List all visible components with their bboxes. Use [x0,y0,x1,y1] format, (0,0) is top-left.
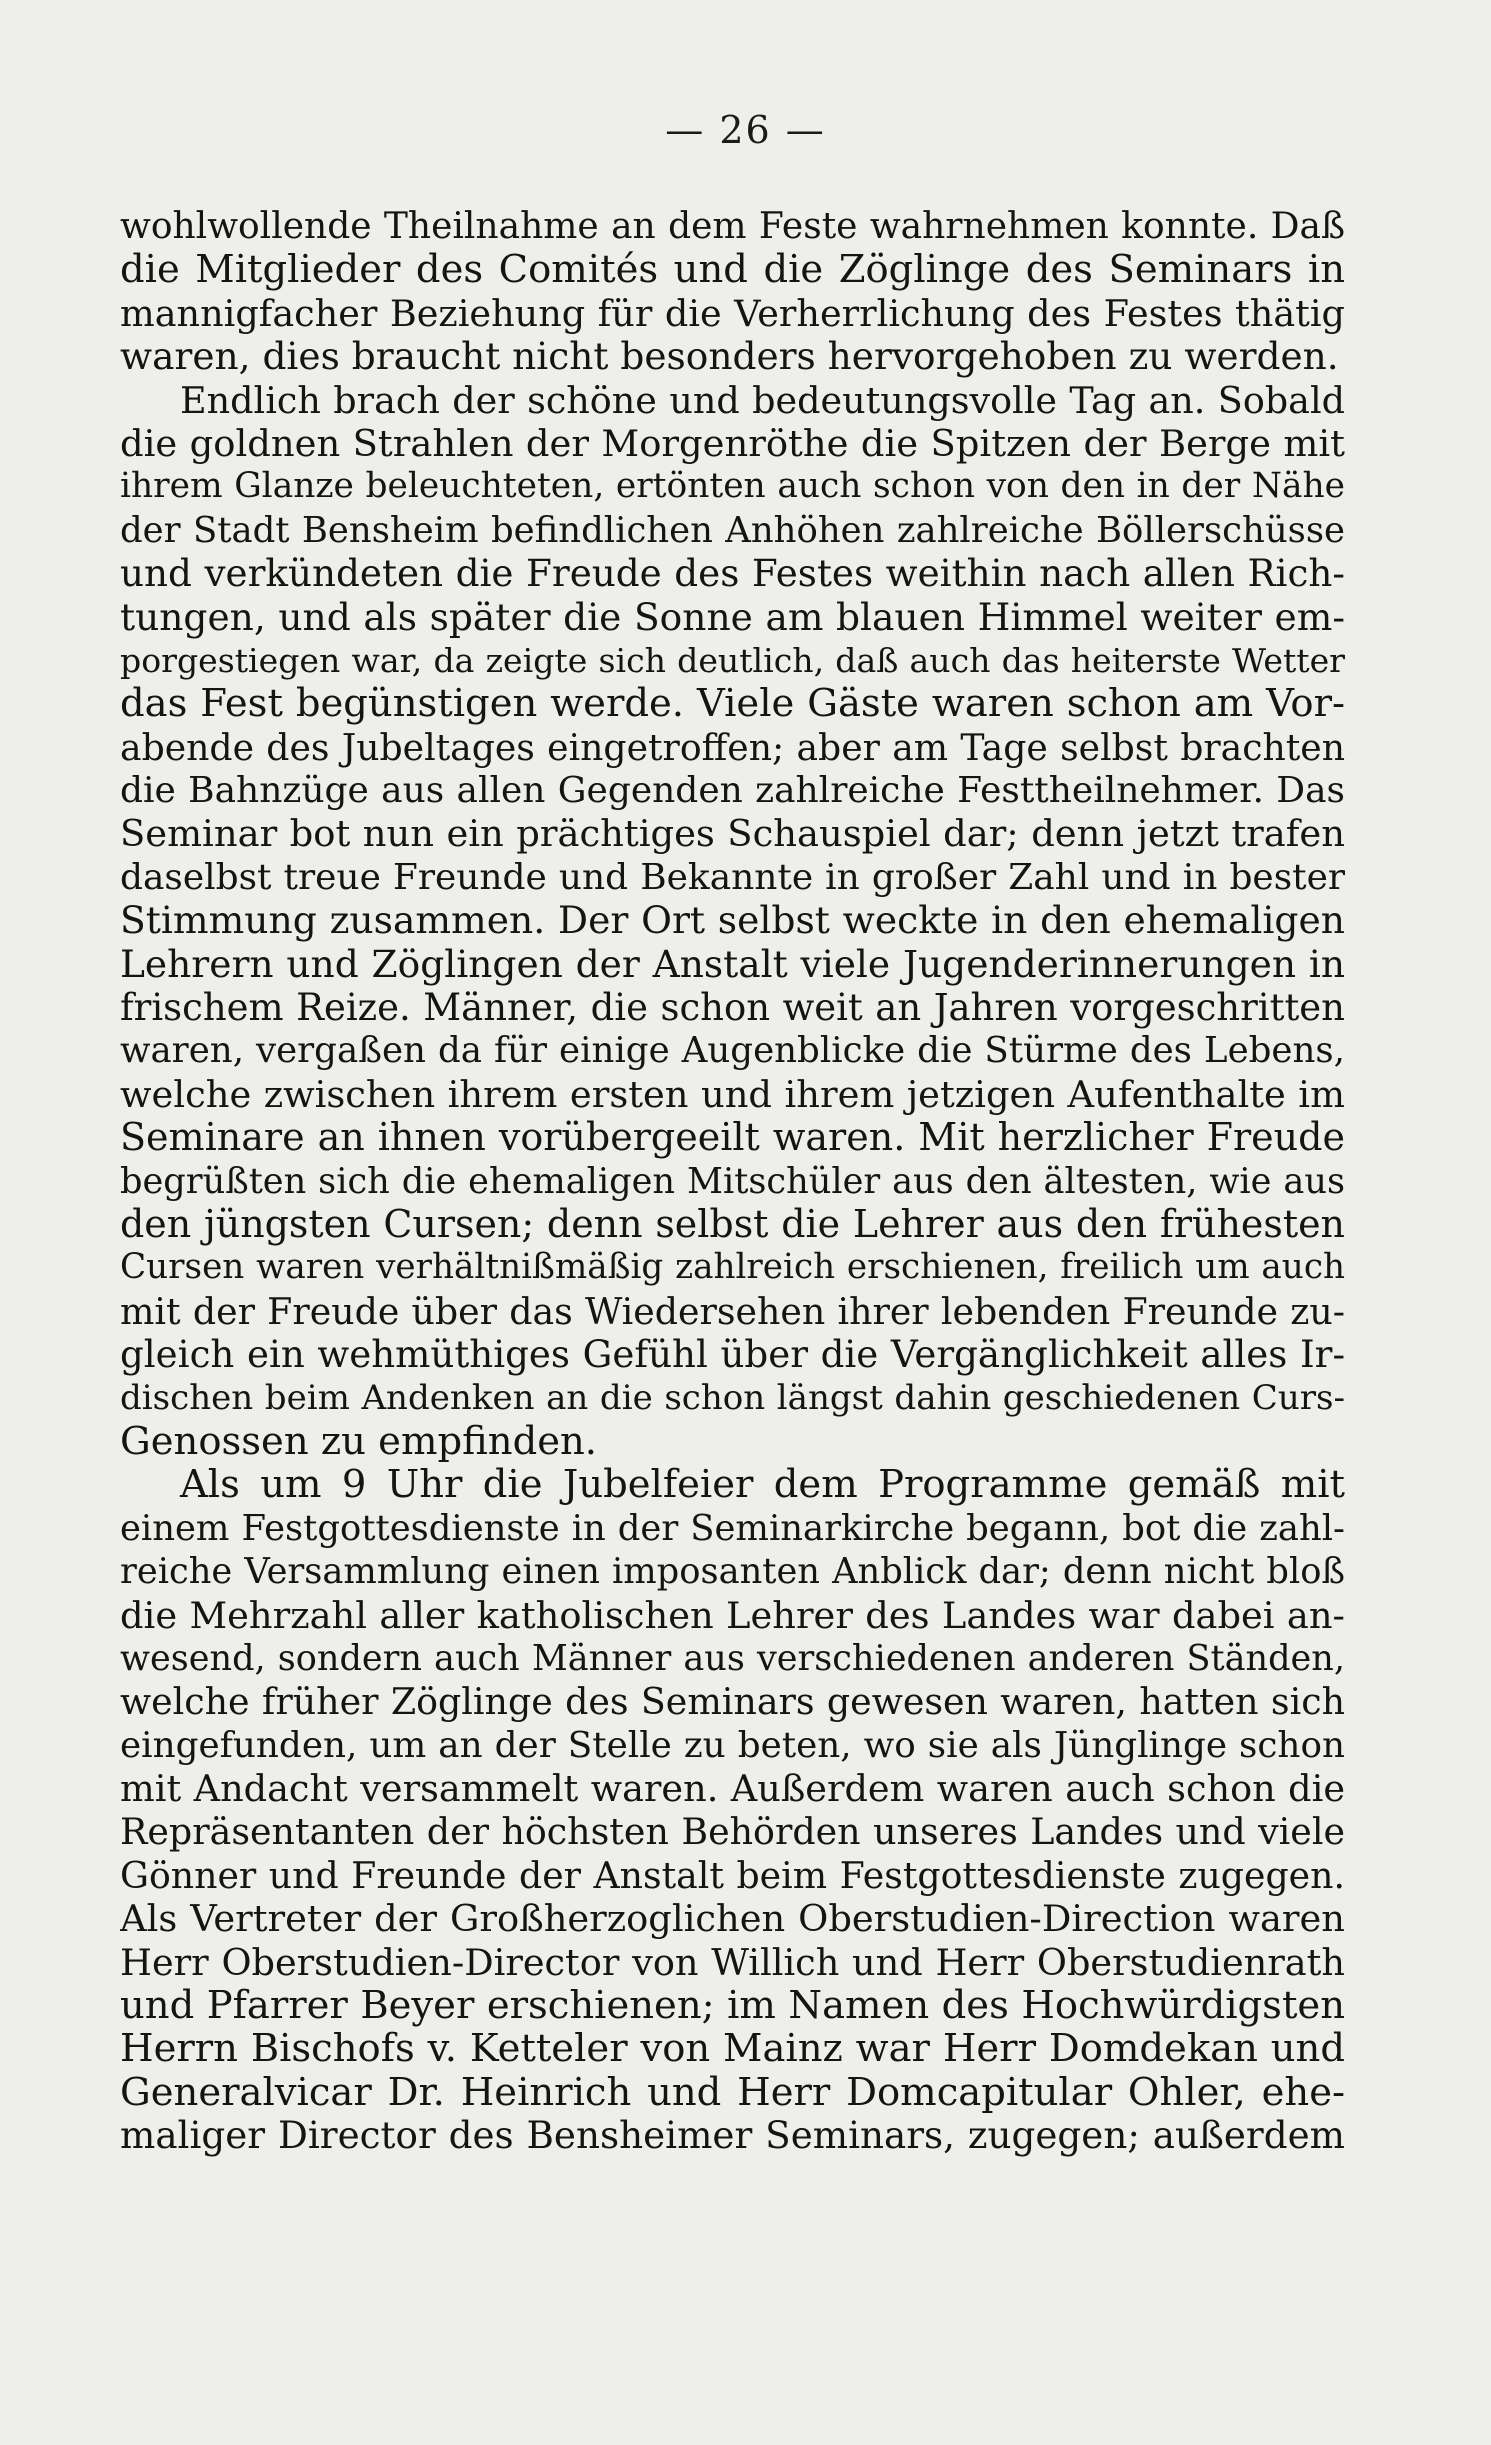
text-line: waren, vergaßen da für einige Augenblicke die Stürme des Lebens, [120,1030,1345,1072]
text-line: Herr Oberstudien-Director von Willich und Herr Oberstudienrath [120,1940,1345,1984]
text-line: die Bahnzüge aus allen Gegenden zahlreiche Festtheilnehmer. Das [120,770,1345,812]
text-line: abende des Jubeltages eingetroffen; aber am Tage selbst brachten [120,725,1345,769]
text-line: mannigfacher Beziehung für die Verherrlichung des Festes thätig [120,291,1345,335]
text-line: den jüngsten Cursen; denn selbst die Lehrer aus den frühesten [120,1202,1345,1246]
text-line: mit Andacht versammelt waren. Außerdem waren auch schon die [120,1767,1345,1811]
text-line: ihrem Glanze beleuchteten, ertönten auch schon von den in der Nähe [120,466,1345,507]
text-line: Endlich brach der schöne und bedeutungsvolle Tag an. Sobald [180,378,1345,422]
text-line: wesend, sondern auch Männer aus verschiedenen anderen Ständen, [120,1637,1345,1679]
text-line: Seminar bot nun ein prächtiges Schauspiel dar; denn jetzt trafen [120,812,1345,856]
text-line: welche zwischen ihrem ersten und ihrem jetzigen Aufenthalte im [120,1072,1345,1116]
text-line: Seminare an ihnen vorübergeeilt waren. Mit herzlicher Freude [120,1116,1345,1160]
text-line: welche früher Zöglinge des Seminars gewesen waren, hatten sich [120,1680,1345,1724]
text-line: Als um 9 Uhr die Jubelfeier dem Programme gemäß mit [180,1463,1345,1507]
text-line: waren, dies braucht nicht besonders hervorgehoben zu werden. [120,335,1339,379]
text-line: begrüßten sich die ehemaligen Mitschüler aus den ältesten, wie aus [120,1160,1345,1202]
page-number: — 26 — [665,108,826,152]
text-line: maliger Director des Bensheimer Seminars, zugegen; außerdem [120,2114,1345,2158]
text-line: die Mitglieder des Comités und die Zöglinge des Seminars in [120,248,1345,292]
text-line: und Pfarrer Beyer erschienen; im Namen des Hochwürdigsten [120,1984,1345,2028]
text-line: Repräsentanten der höchsten Behörden unseres Landes und viele [120,1810,1345,1854]
text-line: wohlwollende Theilnahme an dem Feste wahrnehmen konnte. Daß [120,206,1345,247]
text-line: daselbst treue Freunde und Bekannte in großer Zahl und in bester [120,856,1345,898]
text-line: einem Festgottesdienste in der Seminarkirche begann, bot die zahl- [120,1507,1345,1549]
text-line: Lehrern und Zöglingen der Anstalt viele Jugenderinnerungen in [120,942,1345,986]
text-line: porgestiegen war, da zeigte sich deutlich, daß auch das heiterste Wetter [120,640,1345,680]
text-line: tungen, und als später die Sonne am blauen Himmel weiter em- [120,595,1345,639]
text-line: und verkündeten die Freude des Festes weithin nach allen Rich- [120,552,1345,596]
text-line: Herrn Bischofs v. Ketteler von Mainz war Herr Domdekan und [120,2027,1345,2071]
text-line: Stimmung zusammen. Der Ort selbst weckte in den ehemaligen [120,899,1345,943]
text-line: die Mehrzahl aller katholischen Lehrer des Landes war dabei an- [120,1593,1345,1637]
text-line: Gönner und Freunde der Anstalt beim Festgottesdienste zugegen. [120,1853,1345,1897]
text-line: gleich ein wehmüthiges Gefühl über die Vergänglichkeit alles Ir- [120,1333,1345,1377]
text-line: die goldnen Strahlen der Morgenröthe die Spitzen der Berge mit [120,421,1345,465]
text-line: dischen beim Andenken an die schon längst dahin geschiedenen Curs- [120,1377,1345,1418]
text-line: Als Vertreter der Großherzoglichen Oberstudien-Direction waren [120,1897,1345,1941]
text-line: mit der Freude über das Wiedersehen ihrer lebenden Freunde zu- [120,1289,1345,1333]
text-line: frischem Reize. Männer, die schon weit an Jahren vorgeschritten [120,986,1345,1030]
text-line: eingefunden, um an der Stelle zu beten, wo sie als Jünglinge schon [120,1724,1345,1766]
text-line: das Fest begünstigen werde. Viele Gäste waren schon am Vor- [120,682,1345,726]
text-line: reiche Versammlung einen imposanten Anblick dar; denn nicht bloß [120,1551,1345,1593]
text-line: Generalvicar Dr. Heinrich und Herr Domcapitular Ohler, ehe- [120,2070,1345,2115]
text-line: der Stadt Bensheim befindlichen Anhöhen zahlreiche Böllerschüsse [120,509,1345,551]
text-line: Cursen waren verhältnißmäßig zahlreich erschienen, freilich um auch [120,1247,1345,1288]
body-text [120,205,1345,2158]
text-line: Genossen zu empfinden. [120,1419,598,1464]
